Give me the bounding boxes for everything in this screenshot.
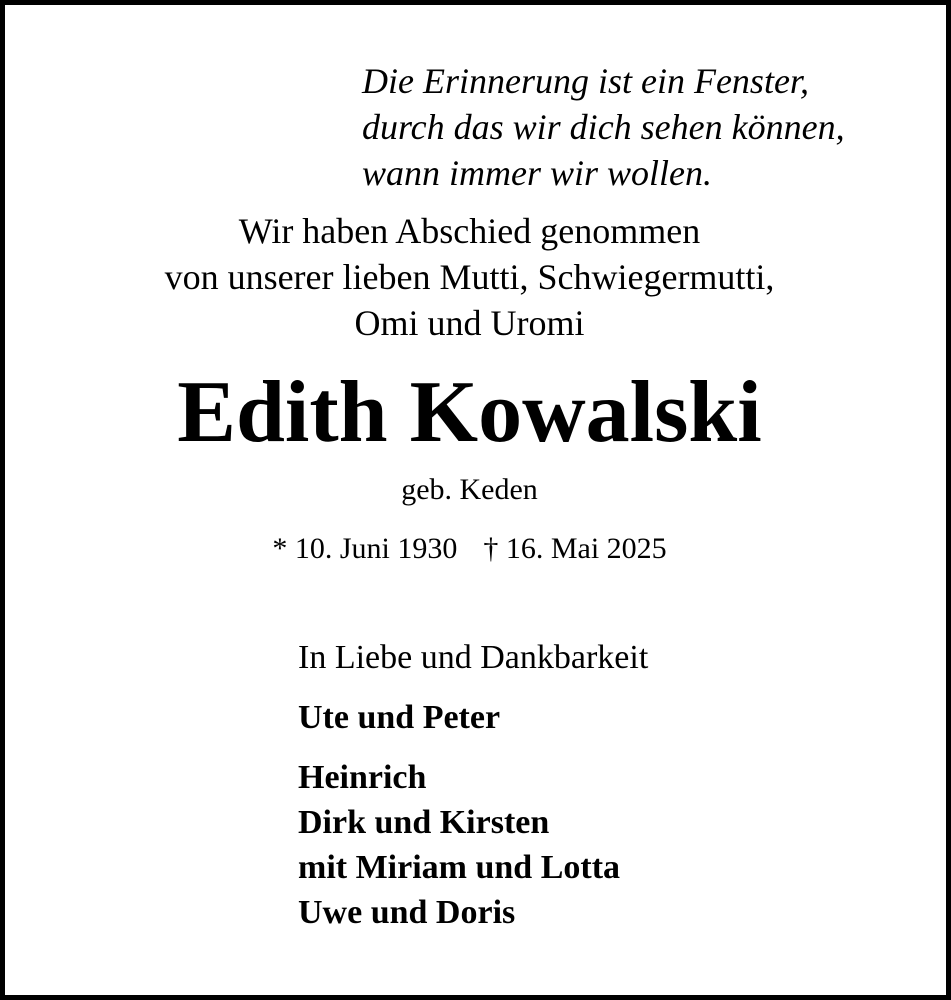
birth-date: * 10. Juni 1930 [272,532,458,565]
intro-line: von unserer lieben Mutti, Schwiegermutti, [164,257,775,297]
intro-line: Omi und Uromi [354,303,585,343]
maiden-name: geb. Keden [401,473,538,506]
life-dates [0,528,945,570]
mourners-primary [298,695,500,740]
mourners-list [298,755,620,935]
mourner-line: Ute und Peter [298,699,501,736]
intro-line: Wir haben Abschied genommen [238,211,701,251]
death-date: † 16. Mai 2025 [483,532,667,565]
memorial-quote [362,58,922,196]
mourner-line: Uwe und Doris [298,894,516,931]
deceased-name: Edith Kowalski [177,364,762,461]
quote-line: wann immer wir wollen. [362,153,713,193]
mourner-line: Dirk und Kirsten [298,804,550,841]
closing-phrase: In Liebe und Dankbarkeit [298,639,649,676]
mourner-line: mit Miriam und Lotta [298,849,621,886]
farewell-intro [0,208,945,346]
mourner-line: Heinrich [298,759,427,796]
quote-line: durch das wir dich sehen können, [362,107,845,147]
quote-line: Die Erinnerung ist ein Fenster, [362,61,809,101]
